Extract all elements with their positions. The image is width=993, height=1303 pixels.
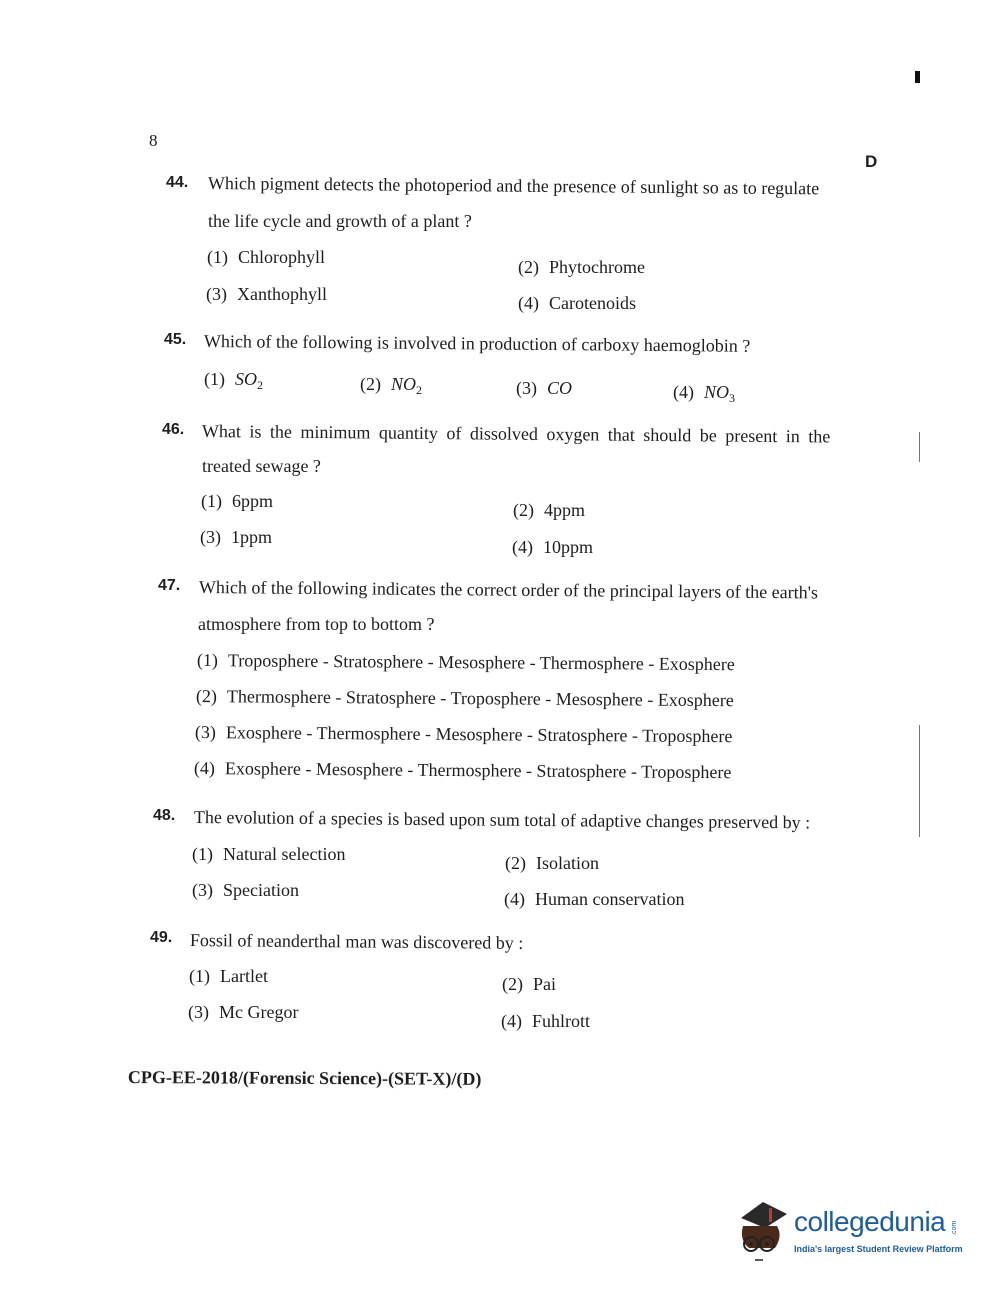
- option: (3) Exosphere - Thermosphere - Mesosphere - Stratosphere - Troposphere: [194, 722, 733, 747]
- option: (1) Lartlet: [189, 966, 268, 986]
- mascot-icon: [735, 1196, 797, 1268]
- option: (1) $SO_2$: [204, 369, 263, 392]
- question-number: 44.: [166, 174, 189, 191]
- question-text: treated sewage ?: [202, 456, 321, 476]
- question-text: Fossil of neanderthal man was discovered by :: [189, 930, 524, 953]
- option: (2) 4ppm: [513, 500, 586, 520]
- margin-line: [919, 432, 920, 462]
- question-number: 45.: [164, 331, 187, 348]
- question-text: What is the minimum quantity of dissolved oxygen that should be present in the: [201, 421, 831, 447]
- set-code-label: D: [865, 152, 878, 171]
- option: (3) Xanthophyll: [206, 284, 327, 304]
- option: (2) $NO_2$: [360, 374, 423, 397]
- question-text: Which of the following is involved in production of carboxy haemoglobin ?: [203, 331, 751, 356]
- question-number: 48.: [153, 807, 176, 824]
- brand-name: collegedunia: [794, 1206, 946, 1237]
- question-text: Which of the following indicates the correct order of the principal layers of the earth's: [198, 577, 818, 603]
- page-number: 8: [149, 131, 158, 150]
- question-text: The evolution of a species is based upon sum total of adaptive changes preserved by :: [193, 807, 811, 833]
- question-number: 49.: [150, 929, 173, 946]
- option: (3) CO: [516, 378, 573, 398]
- option: (4) 10ppm: [512, 537, 594, 557]
- question-text: atmosphere from top to bottom ?: [198, 614, 435, 634]
- scan-mark: [915, 71, 920, 83]
- option: (3) Speciation: [192, 880, 299, 900]
- option: (1) Chlorophyll: [207, 247, 326, 267]
- option: (3) 1ppm: [200, 527, 273, 547]
- question-text: the life cycle and growth of a plant ?: [208, 211, 472, 231]
- option: (2) Isolation: [505, 853, 599, 873]
- brand-suffix: .com: [951, 1220, 958, 1236]
- option: (1) Troposphere - Stratosphere - Mesosphere - Thermosphere - Exosphere: [196, 650, 735, 675]
- option: (2) Phytochrome: [518, 257, 645, 277]
- option: (2) Pai: [502, 974, 557, 994]
- option: (4) Human conservation: [504, 889, 685, 909]
- option: (3) Mc Gregor: [188, 1002, 299, 1022]
- brand-tagline: India's largest Student Review Platform: [794, 1244, 963, 1254]
- question-number: 46.: [162, 421, 185, 438]
- question-text: Which pigment detects the photoperiod and the presence of sunlight so as to regulate: [207, 173, 820, 199]
- option: (1) Natural selection: [192, 844, 346, 864]
- option: (4) Exosphere - Mesosphere - Thermosphere - Stratosphere - Troposphere: [193, 758, 732, 783]
- option: (1) 6ppm: [201, 491, 274, 511]
- option: (4) $NO_3$: [673, 382, 736, 405]
- option: (4) Carotenoids: [518, 293, 636, 313]
- question-number: 47.: [158, 577, 181, 594]
- option: (2) Thermosphere - Stratosphere - Troposphere - Mesosphere - Exosphere: [195, 686, 734, 711]
- option: (4) Fuhlrott: [501, 1011, 591, 1031]
- margin-line: [919, 725, 920, 837]
- exam-code-footer: CPG-EE-2018/(Forensic Science)-(SET-X)/(D): [127, 1067, 482, 1089]
